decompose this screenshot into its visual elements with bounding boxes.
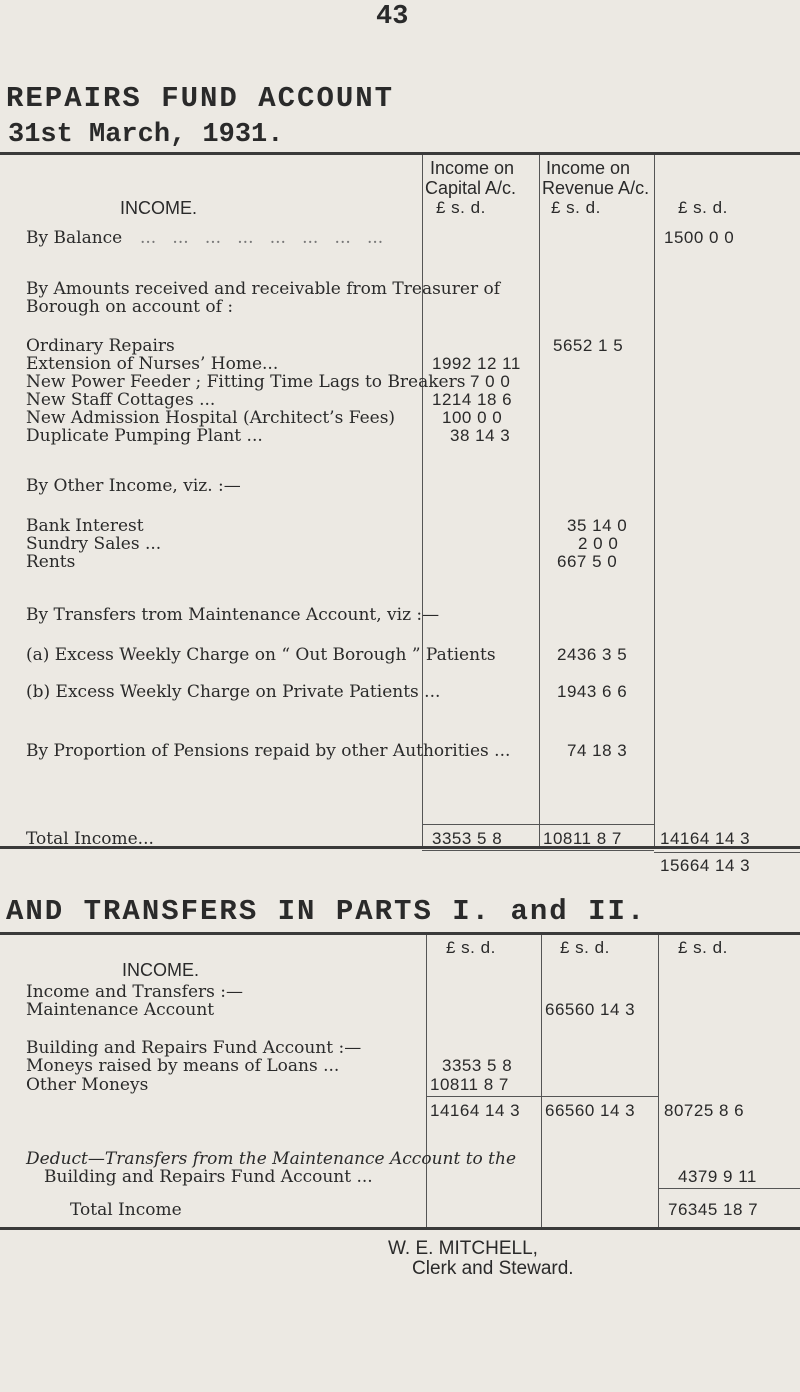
by-pensions-revenue: 74 18 3 bbox=[567, 741, 628, 760]
item-sundry-sales-revenue: 2 0 0 bbox=[578, 534, 619, 553]
item-private-patients: (b) Excess Weekly Charge on Private Patients ... bbox=[26, 682, 441, 702]
s2-total-value: 76345 18 7 bbox=[668, 1200, 759, 1219]
signature-title: Clerk and Steward. bbox=[412, 1258, 574, 1279]
col-rule-3 bbox=[654, 155, 655, 846]
item-rents: Rents bbox=[26, 552, 76, 572]
s2-deduct-value: 4379 9 11 bbox=[678, 1167, 757, 1186]
by-balance-total: 1500 0 0 bbox=[664, 228, 735, 247]
col-head-revenue-lsd: £ s. d. bbox=[551, 198, 601, 217]
col-head-capital-lsd: £ s. d. bbox=[436, 198, 486, 217]
item-pumping-plant: Duplicate Pumping Plant ... bbox=[26, 426, 263, 446]
item-out-borough: (a) Excess Weekly Charge on “ Out Borough ” Patients bbox=[26, 645, 496, 665]
s2-maintenance-value: 66560 14 3 bbox=[545, 1000, 636, 1019]
income-heading: INCOME. bbox=[120, 198, 198, 218]
item-nurses-home-capital: 1992 12 11 bbox=[432, 354, 521, 373]
by-balance-label: By Balance bbox=[26, 228, 123, 248]
by-other-income: By Other Income, viz. :— bbox=[26, 476, 241, 496]
s2-deduct-line2: Building and Repairs Fund Account ... bbox=[44, 1167, 373, 1187]
item-bank-interest: Bank Interest bbox=[26, 516, 144, 536]
total-income-label: Total Income... bbox=[26, 829, 154, 849]
by-amounts-line1: By Amounts received and receivable from Treasurer of bbox=[26, 279, 500, 299]
item-power-feeder: New Power Feeder ; Fitting Time Lags to Breakers bbox=[26, 372, 466, 392]
s2-deduct-line1: Deduct—Transfers from the Maintenance Account to the bbox=[26, 1149, 517, 1169]
s2-loans: Moneys raised by means of Loans ... bbox=[26, 1056, 340, 1076]
s2-other-moneys-value: 10811 8 7 bbox=[430, 1075, 509, 1094]
col-head-revenue-1: Income on bbox=[546, 158, 631, 178]
section2-bottom-rule bbox=[0, 1227, 800, 1230]
col-rule-2 bbox=[539, 155, 540, 846]
s2-building-head: Building and Repairs Fund Account :— bbox=[26, 1038, 362, 1058]
item-admission-hospital-capital: 100 0 0 bbox=[442, 408, 503, 427]
s2-subtotal-col1: 14164 14 3 bbox=[430, 1101, 521, 1120]
col-head-capital-2: Capital A/c. bbox=[425, 178, 517, 198]
item-staff-cottages: New Staff Cottages ... bbox=[26, 390, 216, 410]
item-power-feeder-capital: 7 0 0 bbox=[470, 372, 511, 391]
section2-title: AND TRANSFERS IN PARTS I. and II. bbox=[6, 895, 647, 928]
total-capital: 3353 5 8 bbox=[432, 829, 503, 848]
s2-col1-lsd: £ s. d. bbox=[446, 938, 496, 957]
page-subtitle: 31st March, 1931. bbox=[8, 120, 284, 150]
section2-top-rule bbox=[0, 932, 800, 935]
col-head-revenue-2: Revenue A/c. bbox=[542, 178, 650, 198]
item-pumping-plant-capital: 38 14 3 bbox=[450, 426, 511, 445]
total-combined: 14164 14 3 bbox=[660, 829, 751, 848]
s2-other-moneys: Other Moneys bbox=[26, 1075, 149, 1095]
section1-top-rule bbox=[0, 152, 800, 155]
item-staff-cottages-capital: 1214 18 6 bbox=[432, 390, 513, 409]
col-head-capital-1: Income on bbox=[430, 158, 515, 178]
s2-subtotal-col3: 80725 8 6 bbox=[664, 1101, 745, 1120]
s2-income-transfers: Income and Transfers :— bbox=[26, 982, 243, 1002]
item-ordinary-repairs-revenue: 5652 1 5 bbox=[553, 336, 624, 355]
item-nurses-home: Extension of Nurses’ Home... bbox=[26, 354, 279, 374]
total-revenue: 10811 8 7 bbox=[543, 829, 622, 848]
col-head-total-lsd: £ s. d. bbox=[678, 198, 728, 217]
by-transfers: By Transfers trom Maintenance Account, viz :— bbox=[26, 605, 440, 625]
s2-maintenance: Maintenance Account bbox=[26, 1000, 215, 1020]
item-private-patients-revenue: 1943 6 6 bbox=[557, 682, 628, 701]
item-ordinary-repairs: Ordinary Repairs bbox=[26, 336, 175, 356]
item-admission-hospital: New Admission Hospital (Architect’s Fees) bbox=[26, 408, 396, 428]
page-title: REPAIRS FUND ACCOUNT bbox=[6, 82, 395, 115]
grand-total: 15664 14 3 bbox=[660, 856, 751, 875]
item-bank-interest-revenue: 35 14 0 bbox=[567, 516, 628, 535]
s2-loans-value: 3353 5 8 bbox=[442, 1056, 513, 1075]
by-pensions: By Proportion of Pensions repaid by other Authorities ... bbox=[26, 741, 511, 761]
s2-total-label: Total Income bbox=[70, 1200, 182, 1220]
item-out-borough-revenue: 2436 3 5 bbox=[557, 645, 628, 664]
s2-col2-lsd: £ s. d. bbox=[560, 938, 610, 957]
page-number: 43 bbox=[376, 2, 409, 32]
item-sundry-sales: Sundry Sales ... bbox=[26, 534, 162, 554]
s2-subtotal-col2: 66560 14 3 bbox=[545, 1101, 636, 1120]
s2-income-heading: INCOME. bbox=[122, 960, 200, 980]
s2-col3-lsd: £ s. d. bbox=[678, 938, 728, 957]
signature-name: W. E. MITCHELL, bbox=[388, 1238, 538, 1259]
item-rents-revenue: 667 5 0 bbox=[557, 552, 618, 571]
by-amounts-line2: Borough on account of : bbox=[26, 297, 234, 317]
